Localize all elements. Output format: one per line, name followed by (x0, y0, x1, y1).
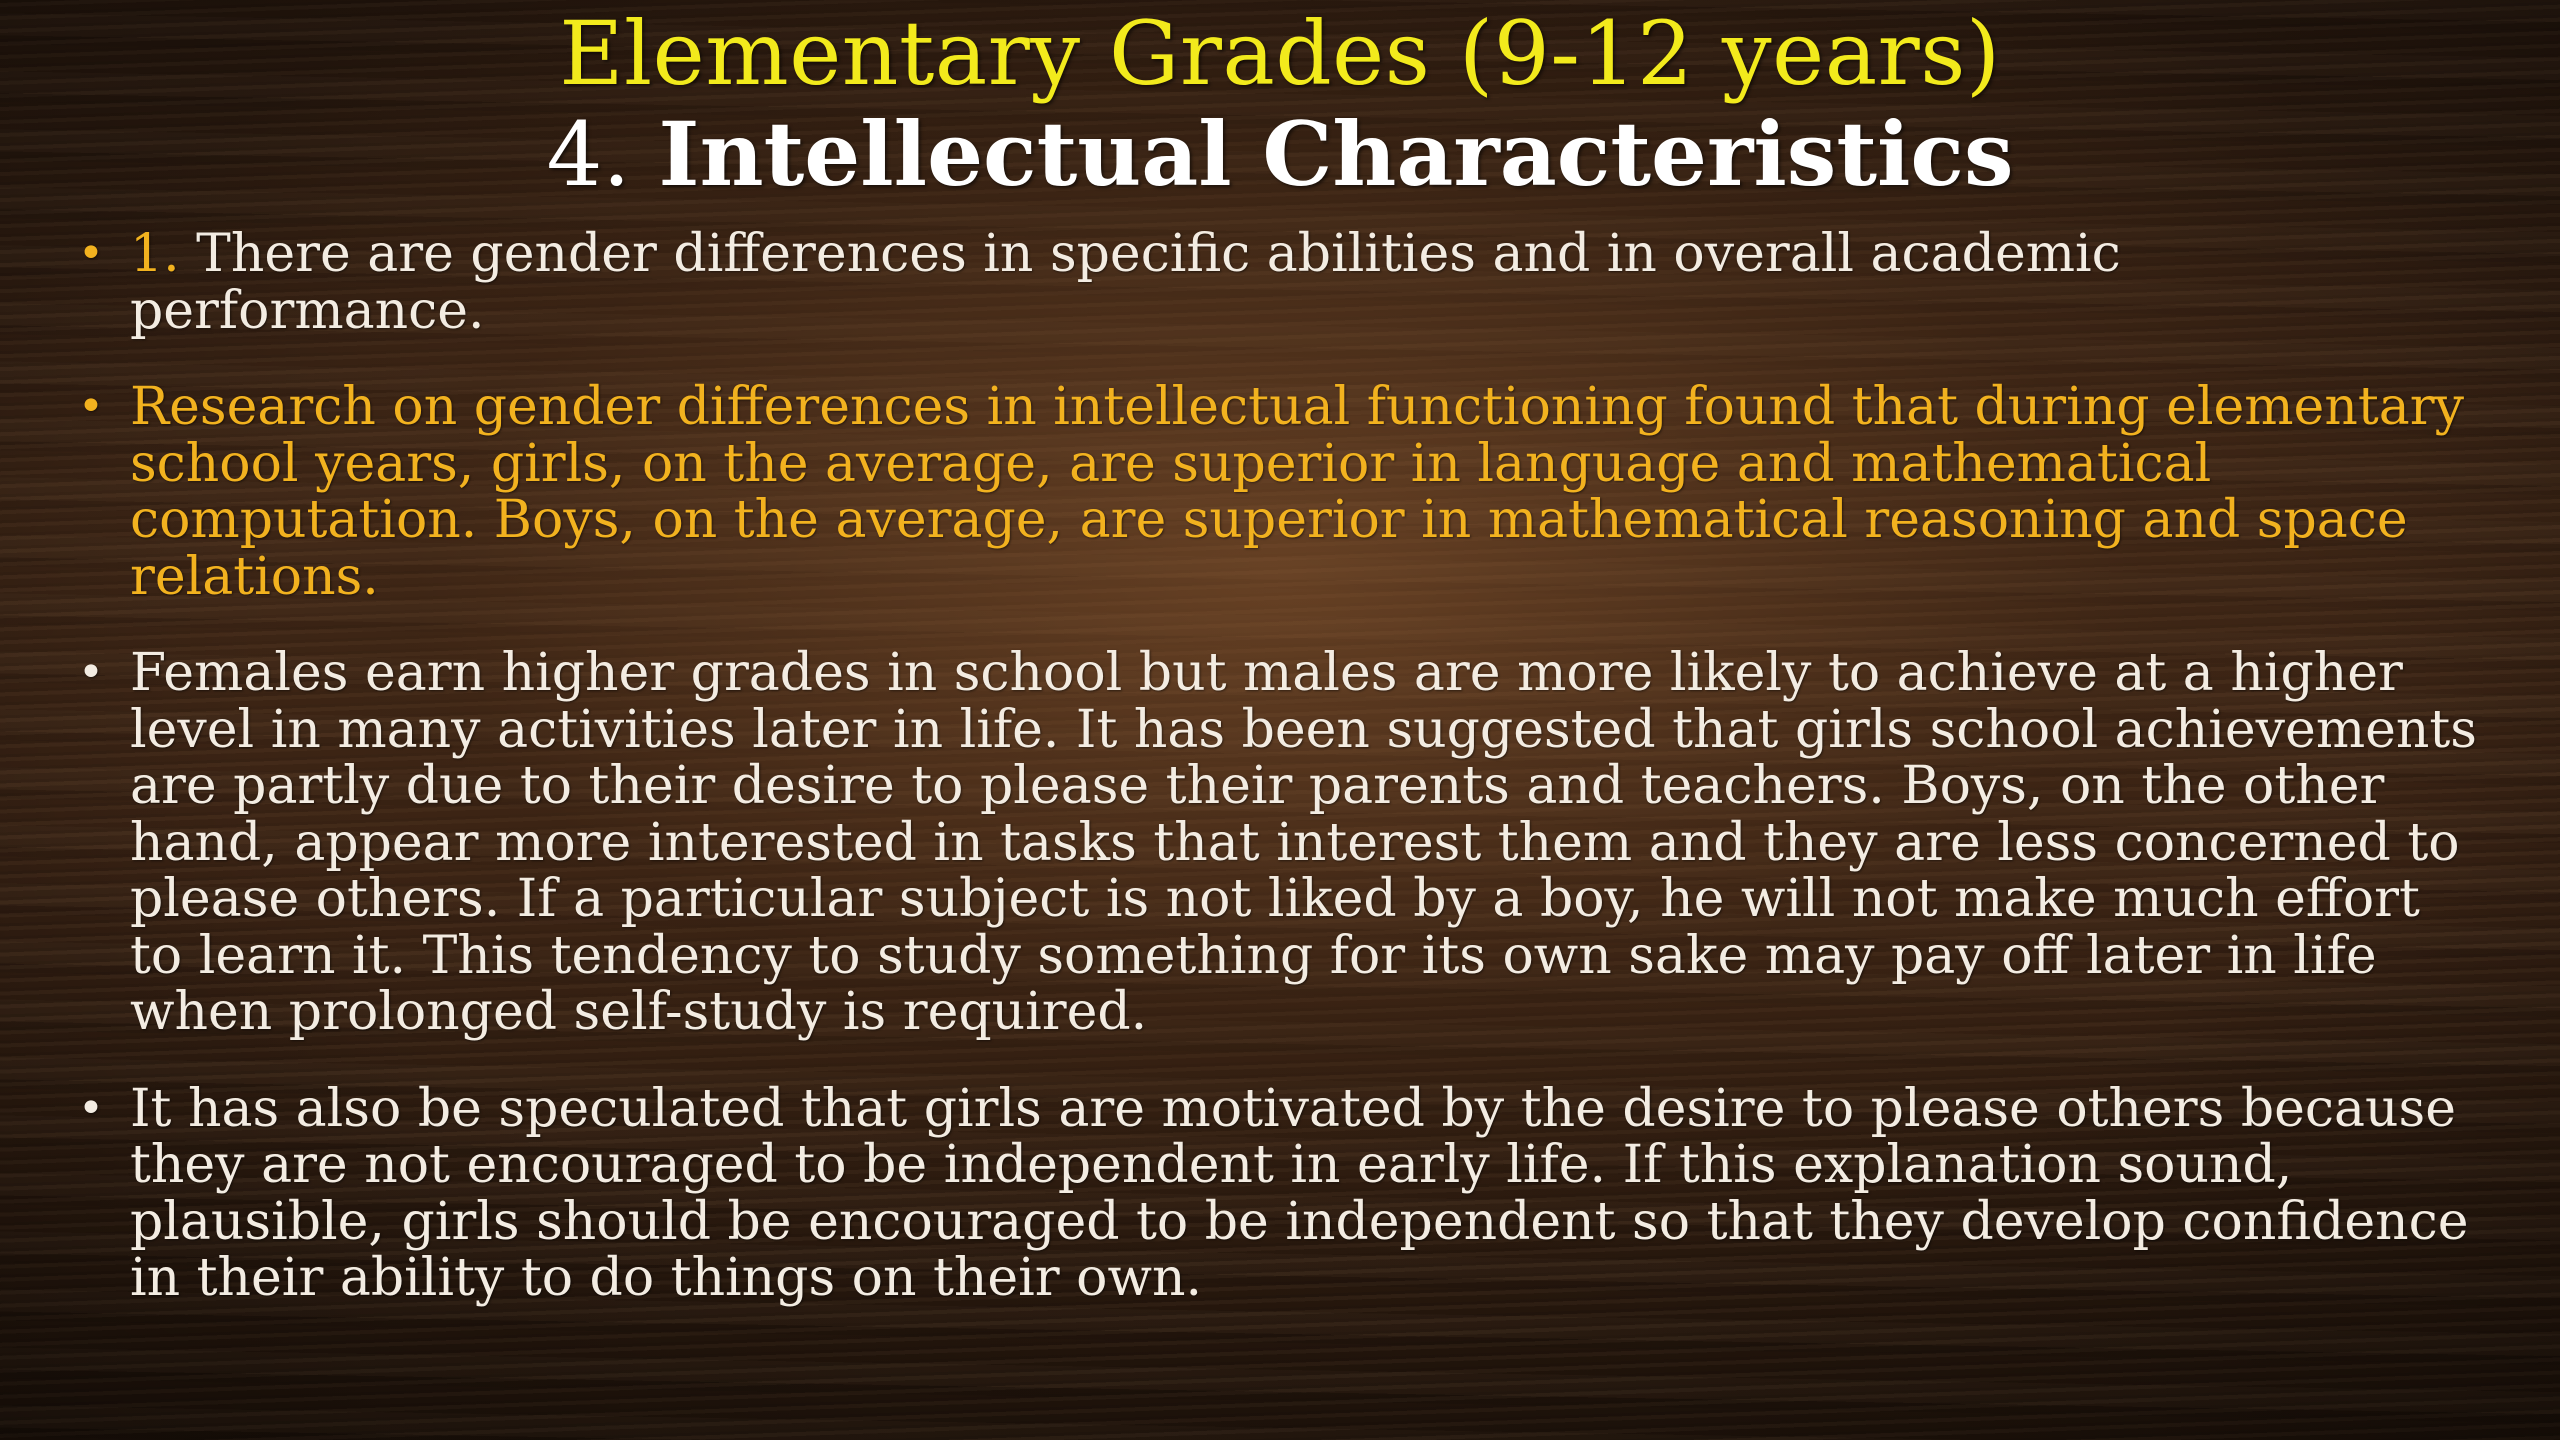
title-main: Elementary Grades (9-12 years) (559, 2, 2001, 105)
bullet-marker-icon: • (78, 228, 104, 279)
bullet-item-3 (78, 645, 2478, 1041)
title-section-text: Intellectual Characteristics (658, 102, 2014, 206)
bullet-number: 1. (130, 224, 180, 284)
bullet-text: Research on gender differences in intellectual functioning found that during elementary school years, girls, on the average, are superior in language and mathematical computation. Boys, on the average, are superior in mathematical reasoning and space relations. (130, 377, 2464, 607)
bullet-text: Females earn higher grades in school but males are more likely to achieve at a higher level in many activities later in life. It has been suggested that girls school achievements are partly due to their desire to please their parents and teachers. Boys, on the other hand, appear more interested in tasks that interest them and they are less concerned to please others. If a particular subject is not liked by a boy, he will not make much effort to learn it. This tendency to study something for its own sake may pay off later in life when prolonged self-study is required. (130, 643, 2477, 1042)
bullet-item-2 (78, 379, 2478, 605)
bullet-marker-icon: • (78, 647, 104, 698)
title-section-number: 4. (546, 103, 631, 206)
bullet-text: It has also be speculated that girls are motivated by the desire to please others because they are not encouraged to be independent in early life. If this explanation sound, plausible, girls should be encouraged to be independent so that they develop confidence in their ability to do things on their own. (130, 1078, 2469, 1308)
bullet-marker-icon: • (78, 1082, 104, 1134)
bullet-item-1 (78, 226, 2478, 339)
bullet-text: There are gender differences in specific abilities and in overall academic performance. (130, 224, 2121, 341)
bullet-marker-icon: • (78, 381, 104, 432)
slide-title (0, 0, 2560, 206)
bullet-list (78, 226, 2478, 1347)
title-subtitle (0, 102, 2560, 206)
bullet-item-4 (78, 1078, 2478, 1308)
